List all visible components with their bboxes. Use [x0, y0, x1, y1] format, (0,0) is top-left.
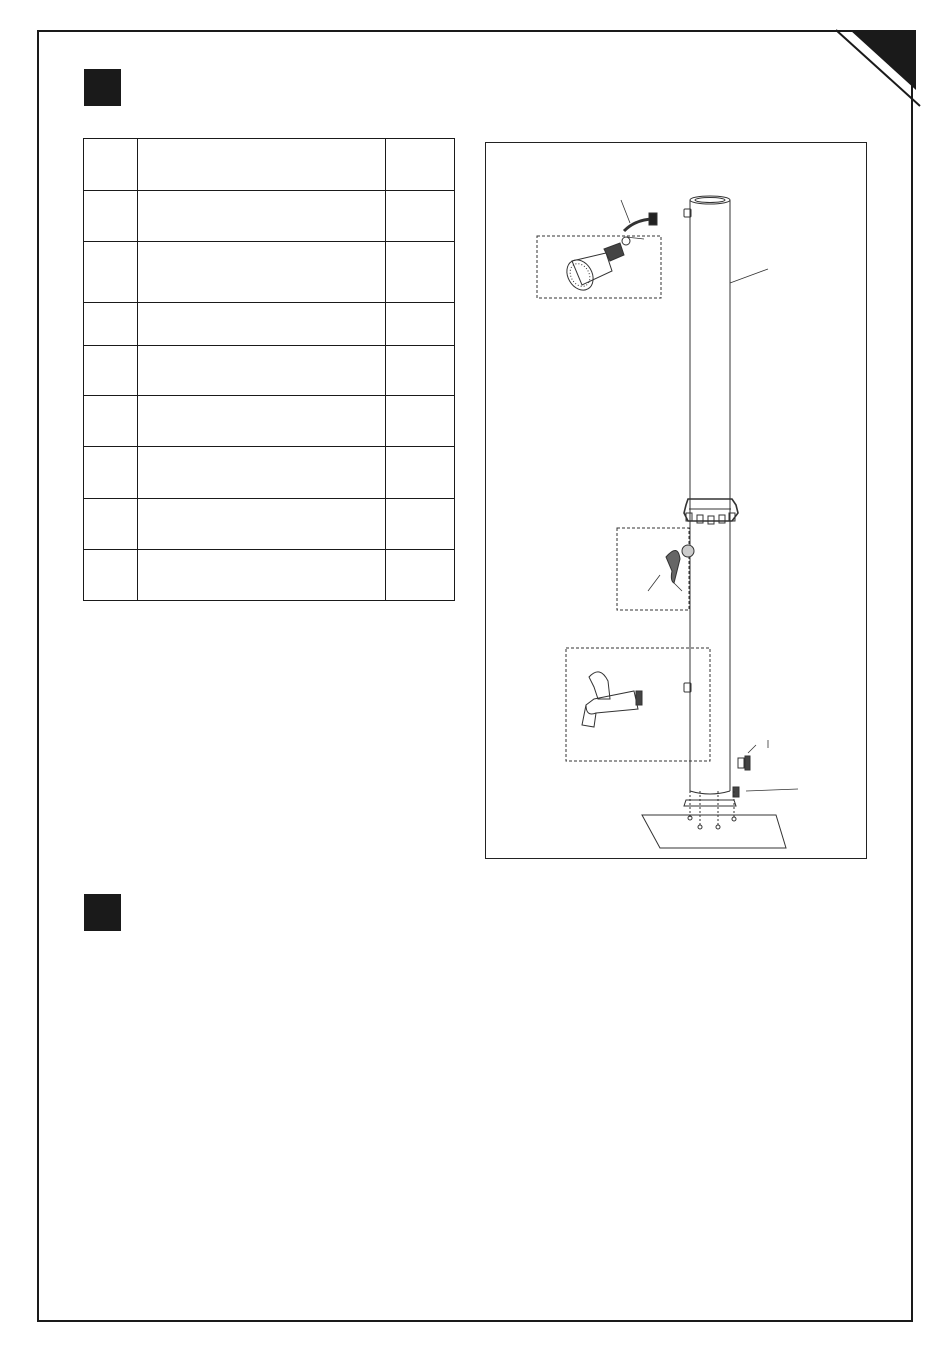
- part-description: [138, 550, 386, 601]
- part-quantity: [386, 139, 455, 191]
- section-marker-2: [84, 894, 121, 931]
- part-description: [138, 191, 386, 242]
- part-description: [138, 447, 386, 499]
- table-row: [84, 303, 455, 346]
- part-number: [84, 346, 138, 396]
- table-row: [84, 550, 455, 601]
- table-row: [84, 346, 455, 396]
- parts-table: [83, 138, 455, 601]
- part-quantity: [386, 550, 455, 601]
- column-tube: [690, 196, 768, 794]
- part-quantity: [386, 242, 455, 303]
- table-row: [84, 242, 455, 303]
- part-quantity: [386, 346, 455, 396]
- table-row: [84, 499, 455, 550]
- part-quantity: [386, 303, 455, 346]
- part-quantity: [386, 499, 455, 550]
- foot-tap: [582, 672, 642, 727]
- table-row: [84, 191, 455, 242]
- part-quantity: [386, 191, 455, 242]
- assembly-diagram-drawing: [486, 143, 868, 860]
- part-description: [138, 303, 386, 346]
- part-quantity: [386, 447, 455, 499]
- part-number: [84, 191, 138, 242]
- part-number: [84, 242, 138, 303]
- part-description: [138, 242, 386, 303]
- base-plate: [642, 791, 786, 848]
- shower-arm: [621, 200, 657, 231]
- part-number: [84, 499, 138, 550]
- part-description: [138, 139, 386, 191]
- part-quantity: [386, 396, 455, 447]
- table-row: [84, 139, 455, 191]
- mixer-lever: [648, 545, 694, 591]
- part-number: [84, 139, 138, 191]
- part-description: [138, 396, 386, 447]
- section-marker-1: [84, 69, 121, 106]
- shower-head-inset: [537, 236, 661, 298]
- part-number: [84, 303, 138, 346]
- part-description: [138, 499, 386, 550]
- corner-tab: [830, 28, 922, 110]
- table-row: [84, 447, 455, 499]
- part-number: [84, 550, 138, 601]
- assembly-diagram: [485, 142, 867, 859]
- hose-connectors: [733, 740, 798, 797]
- part-description: [138, 346, 386, 396]
- part-number: [84, 396, 138, 447]
- mixer-lever-inset: [617, 528, 689, 610]
- part-number: [84, 447, 138, 499]
- shower-head: [562, 237, 644, 295]
- table-row: [84, 396, 455, 447]
